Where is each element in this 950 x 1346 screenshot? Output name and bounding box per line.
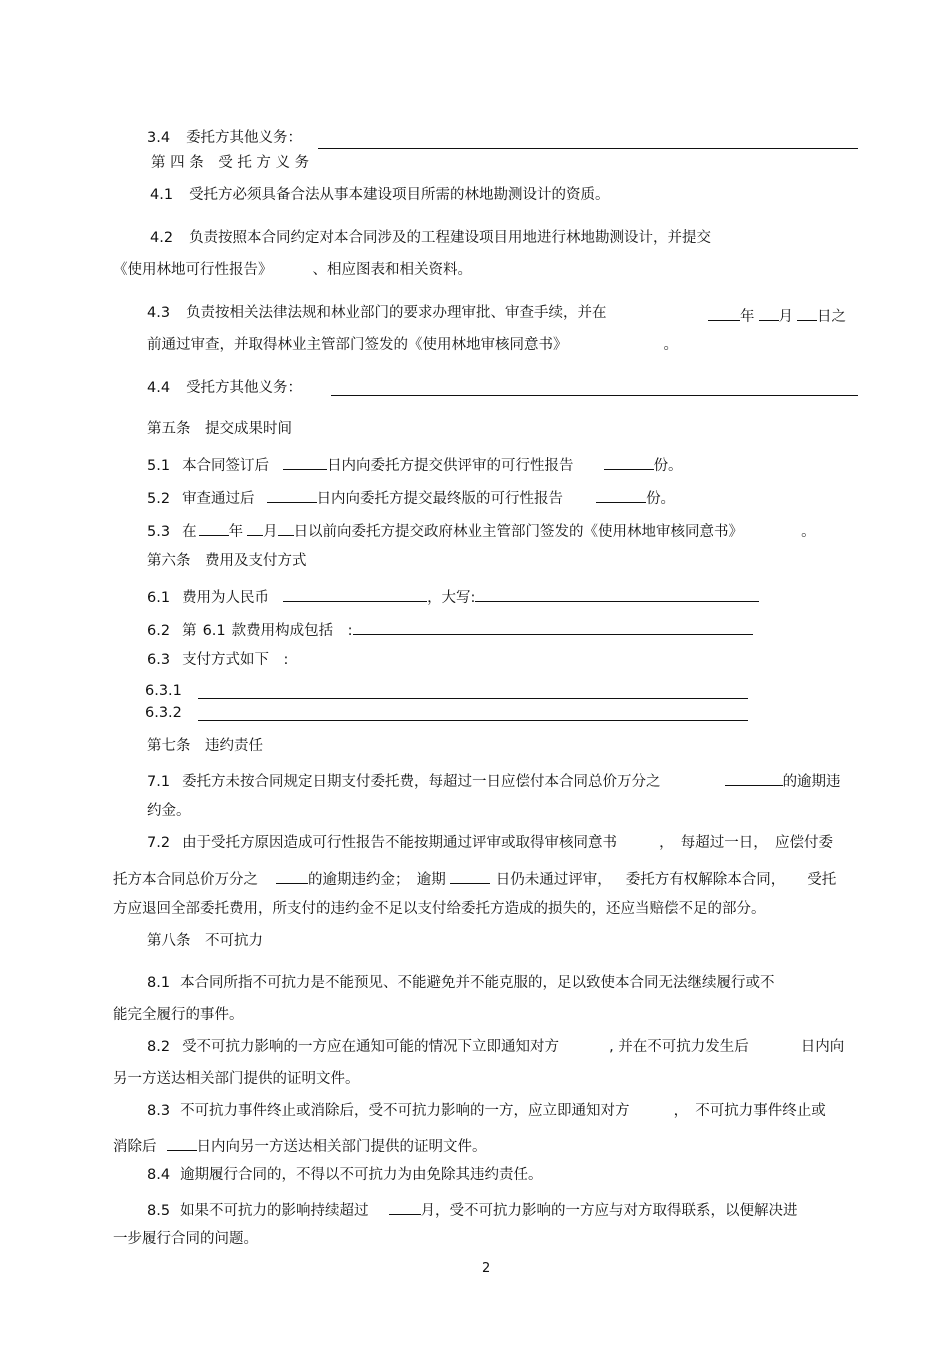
clause-number: 5.2: [147, 491, 171, 507]
article-6-heading: 第六条 费用及支付方式: [147, 553, 307, 569]
clause-number: 8.3: [147, 1103, 171, 1119]
blank-month[interactable]: [759, 306, 779, 321]
clause-4-4: [147, 381, 302, 396]
blank-copies[interactable]: [604, 455, 654, 470]
clause-number: 4.4: [147, 380, 171, 396]
clause-7-2-line3: 方应退回全部委托费用，所支付的违约金不足以支付给委托方造成的损失的，还应当赔偿不足的部分。: [113, 901, 766, 917]
clause-6-3-1: 6.3.1: [145, 683, 182, 699]
blank-amount-words[interactable]: [475, 587, 759, 602]
clause-text: 受托方必须具备合法从事本建设项目所需的林地勘测设计的资质。: [189, 187, 610, 203]
clause-6-1: 6.1 费用为人民币 ，大写:: [147, 587, 759, 606]
clause-4-2-line2: [113, 263, 472, 278]
blank-copies[interactable]: [596, 488, 646, 503]
clause-text: 负责按相关法律法规和林业部门的要求办理审批、审查手续，并在: [186, 305, 607, 321]
clause-6-2: 6.2 第 6.1 款费用构成包括 :: [147, 620, 753, 639]
article-8-heading: 第八条 不可抗力: [147, 933, 263, 949]
blank-days[interactable]: [450, 869, 490, 884]
clause-4-1: [150, 188, 610, 203]
clause-text: 、相应图表和相关资料。: [312, 262, 472, 278]
clause-8-1-line1: 8.1 本合同所指不可抗力是不能预见、不能避免并不能克服的，足以致使本合同无法继续履行或不: [147, 975, 775, 991]
clause-8-2-line2: 另一方送达相关部门提供的证明文件。: [113, 1071, 360, 1087]
clause-number: 8.5: [147, 1203, 171, 1219]
clause-number: 7.2: [147, 835, 171, 851]
clause-4-3-line1: [147, 306, 607, 321]
clause-number: 8.4: [147, 1167, 171, 1183]
fill-line-3-4[interactable]: [318, 148, 858, 149]
blank-days[interactable]: [267, 488, 317, 503]
clause-number: 6.1: [147, 590, 171, 606]
blank-month[interactable]: [247, 521, 263, 536]
clause-number: 8.1: [147, 975, 171, 991]
clause-5-3: 5.3 在 年 月 日以前向委托方提交政府林业主管部门签发的《使用林地审核同意书》 。: [147, 521, 816, 540]
clause-4-3-date: 年 月 日之: [708, 306, 846, 325]
clause-number: 4.3: [147, 305, 171, 321]
blank-year[interactable]: [199, 521, 229, 536]
article-4-heading: 第 四 条 受 托 方 义 务: [151, 155, 310, 171]
clause-3-4: [147, 131, 302, 146]
blank-cost-composition[interactable]: [353, 620, 753, 635]
blank-months[interactable]: [389, 1200, 421, 1215]
page-number: 2: [482, 1261, 491, 1276]
clause-text: 受托方其他义务：: [186, 380, 303, 396]
clause-number: 4.2: [150, 230, 174, 246]
blank-day[interactable]: [797, 306, 817, 321]
clause-8-4: 8.4 逾期履行合同的，不得以不可抗力为由免除其违约责任。: [147, 1167, 543, 1183]
clause-text: 负责按照本合同约定对本合同涉及的工程建设项目用地进行林地勘测设计，并提交: [189, 230, 712, 246]
clause-7-1-line2: 约金。: [147, 803, 191, 819]
blank-day[interactable]: [278, 521, 294, 536]
clause-number: 6.3: [147, 652, 171, 668]
clause-4-2-line1: [150, 231, 711, 246]
clause-number: 8.2: [147, 1039, 171, 1055]
clause-number: 5.3: [147, 524, 171, 540]
blank-year[interactable]: [708, 306, 740, 321]
fill-line-4-4[interactable]: [331, 395, 858, 396]
clause-8-1-line2: 能完全履行的事件。: [113, 1007, 244, 1023]
fill-line-6-3-1[interactable]: [198, 698, 748, 699]
blank-days[interactable]: [167, 1136, 197, 1151]
clause-6-3-2: 6.3.2: [145, 705, 182, 721]
clause-number: 4.1: [150, 187, 174, 203]
clause-7-2-line2: 托方本合同总价万分之 的逾期违约金； 逾期 日仍未通过评审， 委托方有权解除本合同， 受托: [113, 869, 836, 888]
article-7-heading: 第七条 违约责任: [147, 738, 263, 754]
clause-7-2-line1: 7.2 由于受托方原因造成可行性报告不能按期通过评审或取得审核同意书 ， 每超过一日， 应偿付委: [147, 835, 834, 851]
clause-5-1: 5.1 本合同签订后 日内向委托方提交供评审的可行性报告 份。: [147, 455, 683, 474]
clause-8-2-line1: 8.2 受不可抗力影响的一方应在通知可能的情况下立即通知对方 , 并在不可抗力发生后 日内向: [147, 1039, 845, 1055]
clause-number: 6.2: [147, 623, 171, 639]
clause-8-5-line2: 一步履行合同的问题。: [113, 1231, 258, 1247]
article-5-heading: 第五条 提交成果时间: [147, 421, 292, 437]
clause-text: 委托方其他义务：: [186, 130, 303, 146]
clause-5-2: 5.2 审查通过后 日内向委托方提交最终版的可行性报告 份。: [147, 488, 675, 507]
clause-6-3: 6.3 支付方式如下 :: [147, 652, 289, 668]
blank-amount[interactable]: [283, 587, 427, 602]
clause-number: 3.4: [147, 130, 171, 146]
clause-8-5-line1: 8.5 如果不可抗力的影响持续超过 月，受不可抗力影响的一方应与对方取得联系，以便解决进: [147, 1200, 798, 1219]
clause-number: 7.1: [147, 774, 171, 790]
clause-text: 前通过审查，并取得林业主管部门签发的《使用林地审核同意书》: [147, 337, 568, 353]
clause-8-3-line2: 消除后 日内向另一方送达相关部门提供的证明文件。: [113, 1136, 487, 1155]
fill-line-6-3-2[interactable]: [198, 720, 748, 721]
blank-rate[interactable]: [725, 771, 783, 786]
blank-days[interactable]: [283, 455, 327, 470]
clause-8-3-line1: 8.3 不可抗力事件终止或消除后，受不可抗力影响的一方，应立即通知对方 ， 不可抗力事件终止或: [147, 1103, 826, 1119]
clause-4-3-line2: 前通过审查，并取得林业主管部门签发的《使用林地审核同意书》 。: [147, 337, 678, 353]
clause-number: 5.1: [147, 458, 171, 474]
report-title: 《使用林地可行性报告》: [113, 262, 273, 278]
blank-rate[interactable]: [276, 869, 308, 884]
clause-7-1-line1: 7.1 委托方未按合同规定日期支付委托费，每超过一日应偿付本合同总价万分之 的逾期违: [147, 771, 841, 790]
